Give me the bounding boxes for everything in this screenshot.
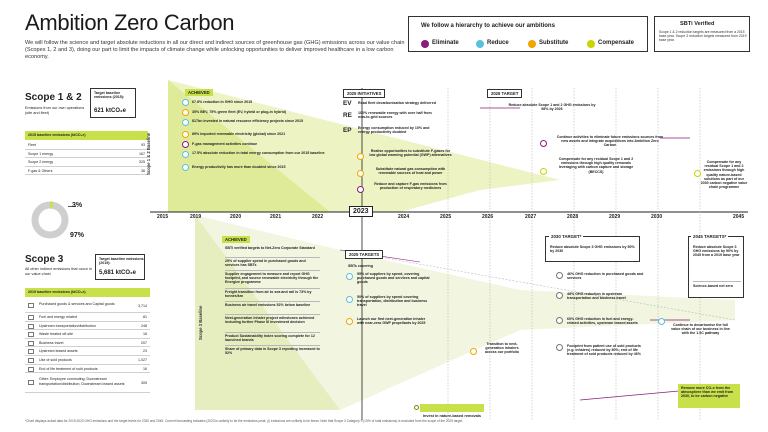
table-row: End of life treatment of sold products 16 <box>25 365 150 374</box>
substitute-label: Substitute <box>539 40 569 46</box>
natural-gas-text: Substitute natural gas consumption with renewable sources of heat and power <box>375 167 446 176</box>
target3-item: 50% of suppliers by spend covering transportation, distribution and business travel <box>357 295 428 308</box>
target2030-text: Reduce absolute Scope 3 GHG emissions by 50% by 2030 <box>550 245 635 254</box>
achieved3-item: Business air travel emissions 52% below baseline <box>225 303 311 307</box>
decarbonise-icon <box>658 318 665 325</box>
table-row: Waste treated off-site 16 <box>25 330 150 339</box>
reduce-label: Reduce <box>487 40 509 46</box>
scope12-table <box>25 131 148 177</box>
continue-decarbonise-text: Continue to decarbonise the full value chain of our business in line with the 1.5C pathway <box>671 323 730 336</box>
year-2045: 2045 <box>733 214 745 220</box>
target2030-item: 48% GHG reduction in upstream transportation and business travel <box>567 292 626 301</box>
target2030-item: 46% GHG reduction in purchased goods and services <box>567 272 644 281</box>
achieved12-label: ACHIEVED <box>185 89 213 96</box>
compensate-beccs-text: Compensate for any residual Scope 1 and 2 emissions through high quality removals leveraging with carbon capture and storage (BECCS) <box>558 157 634 174</box>
reduce-icon <box>182 99 189 106</box>
year-2025: 2025 <box>440 214 452 220</box>
target3-item: 95% of suppliers by spend, covering purchased goods and services and capital goods <box>357 272 430 285</box>
energy-icon <box>182 151 189 158</box>
re-tag: RE <box>343 112 352 119</box>
year-2020: 2020 <box>230 214 242 220</box>
target2026-text: Reduce absolute Scope 1 and 2 GHG emissions by 98% by 2026 <box>508 103 596 112</box>
year-2027: 2027 <box>525 214 537 220</box>
purchase-icon <box>556 272 563 279</box>
donut-bottom-pct: 97% <box>70 232 85 239</box>
scope3-table-header: 2019 baseline emissions (ktCO₂e) <box>25 288 150 297</box>
transition-icon <box>470 348 477 355</box>
table-row: Fuel and energy related 81 <box>25 313 150 322</box>
invest-nature-box <box>420 404 484 418</box>
scope3-table <box>25 288 150 412</box>
scope12-table-header: 2015 baseline emissions (ktCO₂e) <box>25 131 148 140</box>
target3-item: Launch our first next-generation inhaler with near-zero GWP propellants by 2025 <box>357 317 426 326</box>
target2030-label: 2030 TARGET* <box>551 234 582 239</box>
emissions-share-donut <box>30 200 70 240</box>
scope3-baseline-label: Target baseline emissions (2019): <box>99 257 144 266</box>
year-2024: 2024 <box>398 214 410 220</box>
achieved3-item: Freight transition from air to sea and rail is 73% by tonnes/km <box>225 290 312 299</box>
target2026-label: 2026 TARGET <box>487 89 522 98</box>
initiative-item: Energy consumption reduced by 10% and energy productivity doubled <box>358 126 430 135</box>
page-title: Ambition Zero Carbon <box>25 10 235 35</box>
leaf-icon <box>414 405 419 410</box>
remove-co2-text: Remove more CO₂e from the atmosphere than we emit from 2030, to be carbon negative <box>681 386 734 399</box>
intro-text: We will follow the science and target absolute reductions in all our direct and indirect sources of greenhouse gas (GHG) emissions across our value chain (Scopes 1, 2 and 3), doing our part to limit the impacts of climate change while unlocking opportunities to deliver improved healthcare in a low carbon economy. <box>25 40 405 60</box>
initiatives-label: 2025 INITIATIVES <box>343 89 385 98</box>
supplier-icon <box>346 273 353 280</box>
achieved3-item: SBTi verified targets to Net-Zero Corporate Standard <box>225 246 315 250</box>
year-2022: 2022 <box>312 214 324 220</box>
table-row: Business travel 207 <box>25 339 150 348</box>
achieved12-item: 89% imported renewable electricity (global) since 2021 <box>192 132 286 136</box>
scope3-baseline-value: 5,681 ktCO₂e <box>99 270 137 276</box>
table-row: Scope 2 energy 325 <box>25 158 148 167</box>
year-2028: 2028 <box>567 214 579 220</box>
efficiency-icon <box>182 119 189 126</box>
compensate-nature-text: Compensate for any residual Scope 1 and 2 emissions through high quality nature-based solutions as part of our 2030 carbon negative value chain programme <box>700 160 748 190</box>
table-row: Upstream leased assets 23 <box>25 347 150 356</box>
ev-tag: EV <box>343 100 352 107</box>
achieved3-label: ACHIEVED <box>222 236 250 243</box>
recycle-icon <box>28 367 34 372</box>
heat-power-icon <box>357 170 364 177</box>
plane-icon <box>28 341 34 346</box>
table-row: Fleet 93 <box>25 141 148 150</box>
target2030-item: Footprint from patient use of sold products (e.g. inhalers) reduced by 80%; end of life treatment of sold products reduced by 46% <box>567 344 641 357</box>
current-year: 2023 <box>349 206 373 217</box>
sbti-title: SBTi Verified <box>680 21 715 27</box>
sbts-covering: SBTs covering <box>348 264 373 268</box>
substitute-icon <box>357 153 364 160</box>
achieved12-item: 67.8% reduction in GHG since 2015 <box>192 100 253 104</box>
achieved3-item: 29% of supplier spend in purchased goods and services has SBTs <box>225 259 306 268</box>
fgas-capture-text: Reduce and capture F-gas emissions from production of respiratory medicines <box>374 182 447 191</box>
eliminate-label: Eliminate <box>432 40 459 46</box>
fleet-icon <box>182 109 189 116</box>
transition-text: Transition to next-generation inhalers across our portfolio <box>485 342 519 355</box>
scope12-side-label: Scope 1 & 2 Baseline <box>146 132 151 175</box>
targets2045-label: 2045 TARGETS* <box>693 234 727 239</box>
sbti-text: Scope 1 & 2 reduction targets are measured from a 2015 base year. Scope 3 reduction targets measured from 2019 base year. <box>659 30 747 42</box>
inhaler-icon <box>28 358 34 363</box>
scope3-title: Scope 3 <box>25 254 64 265</box>
renewable-icon <box>182 131 189 138</box>
target2030-list <box>556 272 646 372</box>
inhaler-icon <box>346 318 353 325</box>
year-2019: 2019 <box>190 214 202 220</box>
year-2026: 2026 <box>482 214 494 220</box>
targets2045-text: Reduce absolute Scope 3 GHG emissions by 90% by 2045 from a 2019 base year <box>693 245 740 258</box>
fuel-icon <box>556 317 563 324</box>
scope3-baseline-box <box>95 254 145 280</box>
achieved3-list <box>225 246 330 401</box>
table-row: F-gas & Others 36 <box>25 167 148 176</box>
scope12-subtitle: Emissions from our own operations (site and fleet) <box>25 106 85 115</box>
year-2030: 2030 <box>651 214 663 220</box>
achieved3-item: Supplier engagement to measure and report GHG footprint, and source renewable electricity through the Energize programme <box>225 272 319 285</box>
invest-nature-text: Invest in nature-based removals <box>423 414 482 418</box>
donut-top-pct: 3% <box>72 202 83 209</box>
continue-eliminate-text: Continue activities to eliminate future emissions sources from new assets and integrate acquisitions into Ambition Zero Carbon <box>556 135 664 148</box>
initiative-item: Road fleet decarbonisation strategy delivered <box>358 101 436 105</box>
scope12-baseline-label: Target baseline emissions (2015): <box>94 91 125 100</box>
scope12-baseline-value: 621 ktCO₂e <box>94 108 127 114</box>
achieved3-item: Product Sustainability Index scoring complete for 12 launched brands <box>225 334 315 343</box>
targets2045-box <box>688 236 744 298</box>
beccs-icon <box>540 168 547 175</box>
initiative-item: 100% renewable energy with over half from new-to-grid sources <box>358 111 432 120</box>
cart-icon <box>28 303 34 308</box>
productivity-icon <box>182 164 189 171</box>
waste-icon <box>28 332 34 337</box>
compensate-label: Compensate <box>598 40 635 46</box>
achieved12-item: F-gas management activities continue <box>192 142 258 146</box>
table-row: Upstream transportation/distribution 248 <box>25 322 150 331</box>
commute-icon <box>28 380 34 385</box>
netzero-text: Science-based net zero <box>693 284 733 288</box>
year-2015: 2015 <box>157 214 169 220</box>
year-2029: 2029 <box>609 214 621 220</box>
patient-icon <box>556 344 563 351</box>
table-row: Use of sold products 1,027 <box>25 356 150 365</box>
achieved3-item: Share of primary data in Scope 3 reporting increased to 52% <box>225 347 320 356</box>
scope3-side-label: Scope 3 Baseline <box>198 305 203 340</box>
table-row: Scope 1 energy 167 <box>25 150 148 159</box>
achieved12-item: $17bn invested in natural resource efficiency projects since 2015 <box>192 119 304 123</box>
scope12-title: Scope 1 & 2 <box>25 92 82 103</box>
achieved3-item: Next-generation inhaler project milestones achieved including further Phase III investment decision <box>225 316 315 325</box>
scope3-subtitle: All other indirect emissions that occur in our value chain <box>25 267 92 276</box>
compensate-icon <box>540 140 547 147</box>
ep-tag: EP <box>343 127 352 134</box>
footnote: *Chart displays actual data for 2019-2023 GHG emissions and the target levels for 2030 and 2045. Current forecasting indicates (2023 is unlikely to be the emissions peak, (i) emissions are unlikely to be linear. Note that Scope 3 Category 9 (<5% of total emissions) is excluded from the scope of the 2025 target. <box>25 419 463 423</box>
target2030-item: 60% GHG reduction in fuel and energy-related activities, upstream leased assets <box>567 317 638 326</box>
truck-icon <box>28 324 34 329</box>
table-row: Purchased goods & services and Capital goods 3,714 <box>25 299 150 313</box>
fgas-icon <box>182 141 189 148</box>
capture-icon <box>357 186 364 193</box>
target2030-box <box>545 236 640 262</box>
scope12-baseline-box <box>90 88 136 118</box>
fgas-substitute-text: Realise opportunities to substitute F-gases for low global warming potential (GWP) alternatives <box>369 149 452 158</box>
hierarchy-title: We follow a hierarchy to achieve our ambitions <box>421 23 555 29</box>
table-row: Other: Employee commuting; Downstream transportation/distribution; Downstream leased assets 305 <box>25 373 150 393</box>
targets3-2025-label: 2025 TARGETS <box>345 250 383 259</box>
achieved12-list <box>182 98 332 190</box>
achieved12-item: 17.5% absolute reduction in total energy consumption from our 2015 baseline <box>192 151 325 155</box>
travel-icon <box>556 292 563 299</box>
initiatives-list <box>343 99 438 149</box>
transport-icon <box>346 296 353 303</box>
building-icon <box>28 349 34 354</box>
year-2021: 2021 <box>270 214 282 220</box>
achieved12-item: 35% BEV, 75% green fleet (EV, hybrid or plug-in hybrid) <box>192 110 286 114</box>
remove-co2-box <box>678 384 740 408</box>
achieved12-item: Energy productivity has more than doubled since 2015 <box>192 165 286 169</box>
fuel-icon <box>28 315 34 320</box>
